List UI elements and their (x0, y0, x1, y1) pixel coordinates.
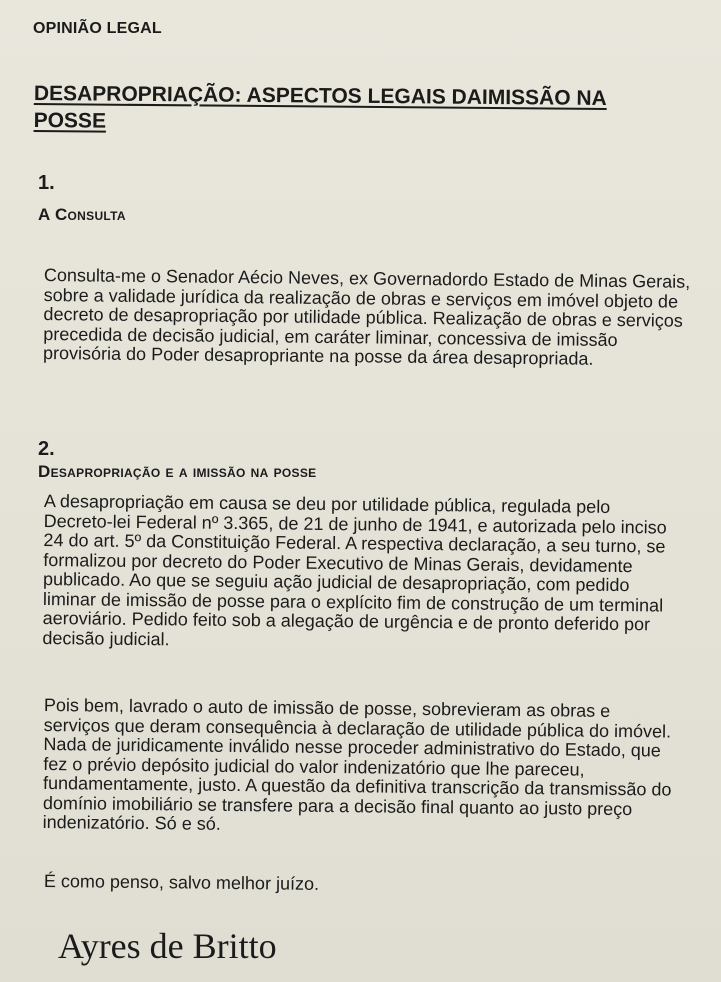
closing-remark: É como penso, salvo melhor juízo. (43, 871, 320, 894)
section-label: OPINIÃO LEGAL (33, 20, 162, 37)
section-1-paragraph-1: Consulta-me o Senador Aécio Neves, ex Governadordo Estado de Minas Gerais, sobre a validade jurídica da realização de obras e serviços em imóvel objeto de decreto de desapropriação por utilidade pública. Realização de obras e serviços precedida de decisão judicial, em caráter liminar, concessiva de imissão provisória do Poder desapropriante na posse da área desapropriada. (42, 265, 691, 369)
section-2-number: 2. (38, 438, 55, 460)
section-2-heading: Desapropriação e a imissão na posse (38, 462, 317, 481)
section-1-heading: A Consulta (38, 205, 126, 224)
document-title: DESAPROPRIAÇÃO: ASPECTOS LEGAIS DAIMISSÃO NA POSSE (33, 81, 607, 133)
section-2-paragraph-2: Pois bem, lavrado o auto de imissão de posse, sobrevieram as obras e serviços que deram consequência à declaração de utilidade pública do imóvel. Nada de juridicamente inválido nesse proceder administrativo do Estado, que fez o prévio depósito judicial do valor indenizatório que lhe pareceu, fundamentamente, justo. A questão da definitiva transcrição da transmissão do domínio imobiliário se transfere para a decisão final quanto ao justo preço indenizatório. Só e só. (42, 695, 672, 834)
section-1-number: 1. (38, 172, 55, 194)
signature: Ayres de Britto (58, 926, 277, 966)
section-2-paragraph-1: A desapropriação em causa se deu por utilidade pública, regulada pelo Decreto-lei Federal nº 3.365, de 21 de junho de 1941, e autorizada pelo inciso 24 do art. 5º da Constituição Federal. A respectiva declaração, a seu turno, se formalizou por decreto do Poder Executivo de Minas Gerais, devidamente publicado. Ao que se seguiu ação judicial de desapropriação, com pedido liminar de imissão de posse para o explícito fim de construção de um terminal aeroviário. Pedido feito sob a alegação de urgência e de pronto deferido por decisão judicial. (42, 491, 667, 649)
